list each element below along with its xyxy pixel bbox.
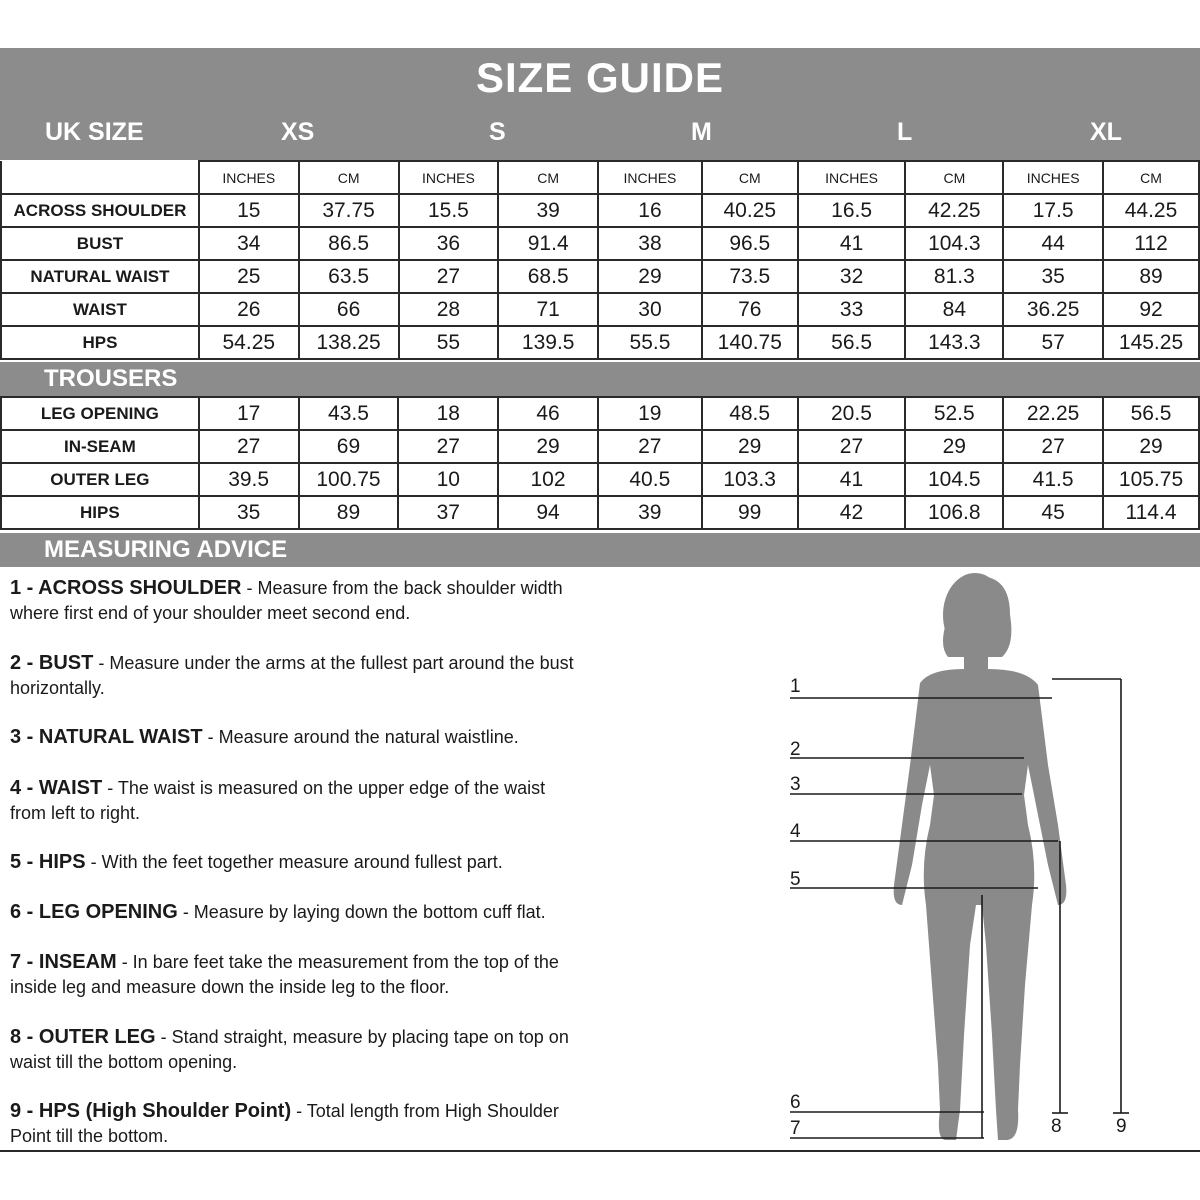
table-cell: 55.5 xyxy=(598,326,702,359)
size-heading-xl: XL xyxy=(1090,118,1122,146)
table-row xyxy=(1,260,1199,293)
table-cell: 104.3 xyxy=(905,227,1003,260)
table-cell: 16.5 xyxy=(798,194,906,227)
table-cell: 105.75 xyxy=(1103,463,1199,496)
table-cell: 112 xyxy=(1103,227,1199,260)
advice-item xyxy=(10,776,710,826)
advice-item xyxy=(10,651,710,701)
table-cell: 29 xyxy=(498,430,598,463)
unit-cm: CM xyxy=(498,161,598,194)
advice-key: 7 - INSEAM xyxy=(10,951,117,973)
table-cell: 41 xyxy=(798,463,906,496)
table-cell: 15.5 xyxy=(399,194,499,227)
row-label: HIPS xyxy=(1,496,199,529)
advice-key: 4 - WAIST xyxy=(10,777,103,799)
table-cell: 27 xyxy=(399,260,499,293)
unit-cm: CM xyxy=(905,161,1003,194)
table-cell: 27 xyxy=(398,430,498,463)
table-cell: 37 xyxy=(398,496,498,529)
row-label: WAIST xyxy=(1,293,199,326)
advice-text: - Measure under the arms at the fullest part around the bust xyxy=(93,653,574,673)
table-row xyxy=(1,194,1199,227)
row-label: BUST xyxy=(1,227,199,260)
table-cell: 48.5 xyxy=(702,397,798,430)
table-row xyxy=(1,463,1199,496)
size-heading-s: S xyxy=(489,118,506,146)
table-cell: 35 xyxy=(199,496,299,529)
table-row xyxy=(1,293,1199,326)
unit-cm: CM xyxy=(299,161,399,194)
advice-text: - Total length from High Shoulder xyxy=(291,1101,559,1121)
advice-item xyxy=(10,950,710,1000)
advice-text: - In bare feet take the measurement from the top of the xyxy=(116,952,559,972)
table-cell: 27 xyxy=(1003,430,1103,463)
table-cell: 18 xyxy=(398,397,498,430)
measure-number-8: 8 xyxy=(1051,1116,1062,1137)
advice-key: 9 - HPS (High Shoulder Point) xyxy=(10,1100,292,1122)
advice-key: 6 - LEG OPENING xyxy=(10,901,178,923)
table-cell: 41.5 xyxy=(1003,463,1103,496)
measure-number-4: 4 xyxy=(790,821,801,842)
bottom-divider xyxy=(0,1150,1200,1152)
advice-key: 2 - BUST xyxy=(10,652,94,674)
table-cell: 68.5 xyxy=(498,260,598,293)
table-cell: 81.3 xyxy=(905,260,1003,293)
table-cell: 41 xyxy=(798,227,906,260)
advice-text: - Stand straight, measure by placing tape on top on xyxy=(155,1027,569,1047)
table-row xyxy=(1,496,1199,529)
measure-number-3: 3 xyxy=(790,774,801,795)
measure-number-9: 9 xyxy=(1116,1116,1127,1137)
trousers-section-title: TROUSERS xyxy=(0,362,1200,396)
table-cell: 44.25 xyxy=(1103,194,1199,227)
table-cell: 92 xyxy=(1103,293,1199,326)
table-cell: 43.5 xyxy=(299,397,399,430)
table-cell: 86.5 xyxy=(299,227,399,260)
table-cell: 57 xyxy=(1003,326,1103,359)
unit-inches: INCHES xyxy=(598,161,702,194)
table-cell: 22.25 xyxy=(1003,397,1103,430)
table-cell: 38 xyxy=(598,227,702,260)
size-heading-l: L xyxy=(897,118,913,146)
table-cell: 39.5 xyxy=(199,463,299,496)
table-cell: 102 xyxy=(498,463,598,496)
table-cell: 55 xyxy=(399,326,499,359)
table-cell: 28 xyxy=(399,293,499,326)
size-heading-m: M xyxy=(691,118,712,146)
advice-item xyxy=(10,725,710,750)
table-cell: 46 xyxy=(498,397,598,430)
table-cell: 39 xyxy=(498,194,598,227)
table-cell: 76 xyxy=(702,293,798,326)
blank-cell xyxy=(1,161,199,194)
advice-key: 3 - NATURAL WAIST xyxy=(10,726,203,748)
table-cell: 42.25 xyxy=(905,194,1003,227)
advice-item xyxy=(10,850,710,875)
table-cell: 56.5 xyxy=(1103,397,1199,430)
table-cell: 56.5 xyxy=(798,326,906,359)
table-cell: 40.5 xyxy=(598,463,702,496)
advice-text-continued: inside leg and measure down the inside leg to the floor. xyxy=(10,977,450,997)
trousers-size-table xyxy=(0,396,1200,530)
unit-cm: CM xyxy=(702,161,798,194)
table-cell: 16 xyxy=(598,194,702,227)
advice-key: 5 - HIPS xyxy=(10,851,86,873)
row-label: NATURAL WAIST xyxy=(1,260,199,293)
advice-text: - Measure from the back shoulder width xyxy=(241,578,563,598)
measure-number-2: 2 xyxy=(790,739,801,760)
table-cell: 89 xyxy=(1103,260,1199,293)
advice-text: - Measure by laying down the bottom cuff flat. xyxy=(177,902,546,922)
table-cell: 84 xyxy=(905,293,1003,326)
table-cell: 139.5 xyxy=(498,326,598,359)
table-cell: 27 xyxy=(598,430,702,463)
table-cell: 66 xyxy=(299,293,399,326)
table-cell: 69 xyxy=(299,430,399,463)
table-cell: 10 xyxy=(398,463,498,496)
table-cell: 27 xyxy=(798,430,906,463)
table-cell: 34 xyxy=(199,227,299,260)
measure-number-5: 5 xyxy=(790,869,801,890)
table-cell: 100.75 xyxy=(299,463,399,496)
advice-key: 1 - ACROSS SHOULDER xyxy=(10,577,242,599)
row-label: OUTER LEG xyxy=(1,463,199,496)
table-cell: 29 xyxy=(598,260,702,293)
table-cell: 45 xyxy=(1003,496,1103,529)
table-row xyxy=(1,227,1199,260)
table-cell: 96.5 xyxy=(702,227,798,260)
table-cell: 37.75 xyxy=(299,194,399,227)
table-cell: 73.5 xyxy=(702,260,798,293)
table-cell: 71 xyxy=(498,293,598,326)
table-cell: 94 xyxy=(498,496,598,529)
advice-text-continued: waist till the bottom opening. xyxy=(10,1052,238,1072)
table-cell: 36.25 xyxy=(1003,293,1103,326)
advice-item xyxy=(10,1025,710,1075)
unit-inches: INCHES xyxy=(1003,161,1103,194)
table-cell: 106.8 xyxy=(905,496,1003,529)
row-label: IN-SEAM xyxy=(1,430,199,463)
table-row xyxy=(1,430,1199,463)
table-cell: 91.4 xyxy=(498,227,598,260)
uk-size-label: UK SIZE xyxy=(45,118,144,146)
tops-size-table xyxy=(0,160,1200,360)
advice-text-continued: horizontally. xyxy=(10,678,105,698)
table-cell: 36 xyxy=(399,227,499,260)
advice-text-continued: Point till the bottom. xyxy=(10,1126,169,1146)
advice-text-continued: where first end of your shoulder meet second end. xyxy=(10,603,411,623)
size-guide-header xyxy=(0,48,1200,160)
advice-key: 8 - OUTER LEG xyxy=(10,1026,156,1048)
measure-number-1: 1 xyxy=(790,676,801,697)
table-cell: 42 xyxy=(798,496,906,529)
table-cell: 29 xyxy=(1103,430,1199,463)
table-cell: 35 xyxy=(1003,260,1103,293)
unit-inches: INCHES xyxy=(399,161,499,194)
table-cell: 27 xyxy=(199,430,299,463)
table-cell: 20.5 xyxy=(798,397,906,430)
advice-item xyxy=(10,1099,710,1149)
table-cell: 140.75 xyxy=(702,326,798,359)
table-cell: 17 xyxy=(199,397,299,430)
advice-item xyxy=(10,576,710,626)
measure-number-7: 7 xyxy=(790,1118,801,1139)
table-cell: 29 xyxy=(702,430,798,463)
page-title: SIZE GUIDE xyxy=(475,54,725,101)
advice-text: - With the feet together measure around fullest part. xyxy=(85,852,503,872)
table-cell: 19 xyxy=(598,397,702,430)
units-row xyxy=(1,161,1199,194)
table-cell: 143.3 xyxy=(905,326,1003,359)
table-cell: 32 xyxy=(798,260,906,293)
table-cell: 39 xyxy=(598,496,702,529)
body-silhouette-icon xyxy=(894,573,1067,1140)
advice-text-continued: from left to right. xyxy=(10,803,141,823)
size-heading-xs: XS xyxy=(281,118,315,146)
table-cell: 104.5 xyxy=(905,463,1003,496)
row-label: HPS xyxy=(1,326,199,359)
table-cell: 33 xyxy=(798,293,906,326)
table-row xyxy=(1,326,1199,359)
row-label: LEG OPENING xyxy=(1,397,199,430)
table-cell: 25 xyxy=(199,260,299,293)
table-cell: 63.5 xyxy=(299,260,399,293)
measure-number-6: 6 xyxy=(790,1092,801,1113)
table-cell: 52.5 xyxy=(905,397,1003,430)
unit-cm: CM xyxy=(1103,161,1199,194)
table-cell: 99 xyxy=(702,496,798,529)
table-cell: 29 xyxy=(905,430,1003,463)
table-cell: 17.5 xyxy=(1003,194,1103,227)
table-cell: 26 xyxy=(199,293,299,326)
unit-inches: INCHES xyxy=(199,161,299,194)
unit-inches: INCHES xyxy=(798,161,906,194)
table-cell: 138.25 xyxy=(299,326,399,359)
advice-text: - The waist is measured on the upper edge of the waist xyxy=(102,778,546,798)
table-cell: 30 xyxy=(598,293,702,326)
table-cell: 44 xyxy=(1003,227,1103,260)
table-cell: 15 xyxy=(199,194,299,227)
measuring-advice-title: MEASURING ADVICE xyxy=(0,533,1200,567)
row-label: ACROSS SHOULDER xyxy=(1,194,199,227)
table-cell: 89 xyxy=(299,496,399,529)
body-measurement-figure xyxy=(770,565,1200,1155)
advice-item xyxy=(10,900,710,925)
table-cell: 114.4 xyxy=(1103,496,1199,529)
table-cell: 103.3 xyxy=(702,463,798,496)
table-cell: 40.25 xyxy=(702,194,798,227)
advice-text: - Measure around the natural waistline. xyxy=(202,727,519,747)
table-cell: 145.25 xyxy=(1103,326,1199,359)
table-cell: 54.25 xyxy=(199,326,299,359)
table-row xyxy=(1,397,1199,430)
